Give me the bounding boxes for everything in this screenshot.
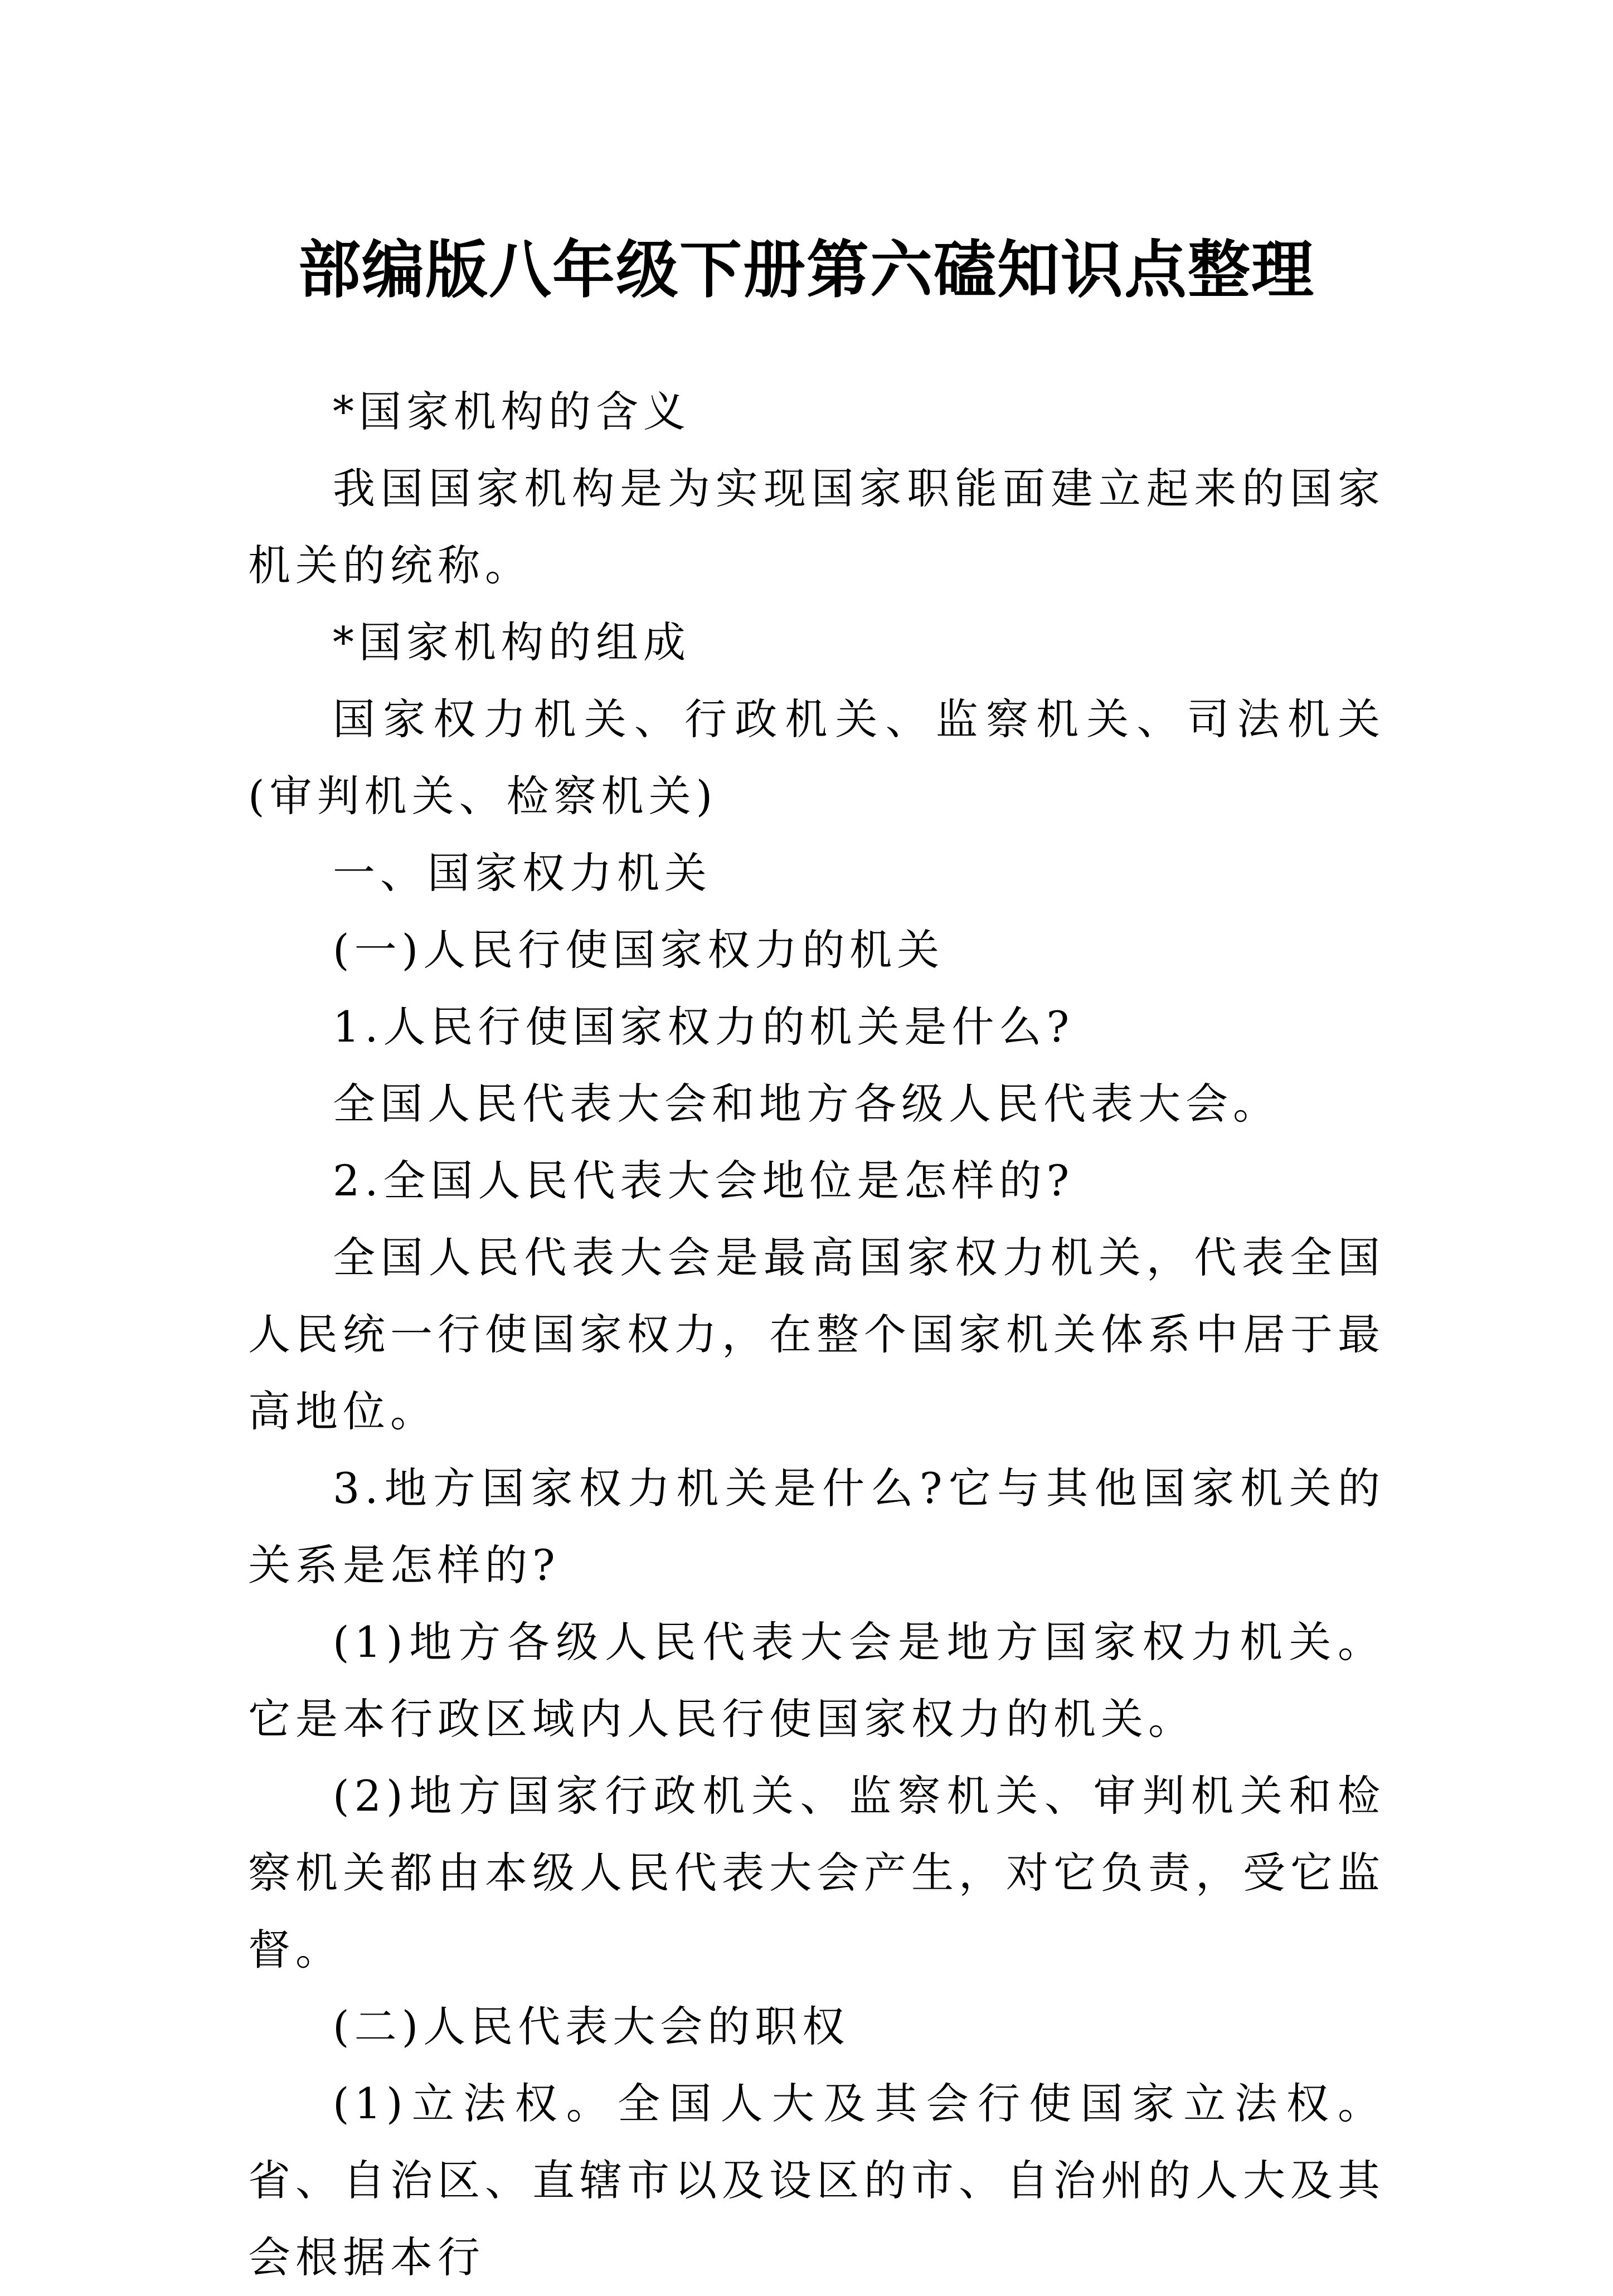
paragraph: 我国国家机构是为实现国家职能面建立起来的国家机关的统称。 bbox=[248, 464, 1385, 590]
paragraph: 国家权力机关、行政机关、监察机关、司法机关(审判机关、检察机关) bbox=[248, 694, 1385, 821]
subsection-heading: (一)人民行使国家权力的机关 bbox=[333, 925, 945, 975]
subsection-heading: (二)人民代表大会的职权 bbox=[333, 2002, 850, 2051]
document-title: 部编版八年级下册第六磕知识点整理 bbox=[298, 234, 1315, 307]
section-heading: 一、国家权力机关 bbox=[333, 848, 712, 898]
answer: 全国人民代表大会和地方各级人民代表大会。 bbox=[333, 1079, 1280, 1128]
question: 2.全国人民代表大会地位是怎样的? bbox=[333, 1156, 1075, 1205]
answer: 全国人民代表大会是最高国家权力机关，代表全国人民统一行使国家权力，在整个国家机关体系中居于最高地位。 bbox=[248, 1233, 1385, 1436]
answer: (2)地方国家行政机关、监察机关、审判机关和检察机关都由本级人民代表大会产生，对它负责，受它监督。 bbox=[248, 1771, 1385, 1974]
heading-composition: *国家机构的组成 bbox=[333, 617, 691, 667]
answer: (1)地方各级人民代表大会是地方国家权力机关。它是本行政区域内人民行使国家权力的机关。 bbox=[248, 1617, 1385, 1744]
question: 1.人民行使国家权力的机关是什么? bbox=[333, 1002, 1075, 1052]
question: 3.地方国家权力机关是什么?它与其他国家机关的关系是怎样的? bbox=[248, 1463, 1385, 1590]
document-body bbox=[248, 373, 1385, 2296]
heading-definition: *国家机构的含义 bbox=[333, 387, 691, 436]
paragraph: (1)立法权。全国人大及其会行使国家立法权。省、自治区、直辖市以及设区的市、自治州的人大及其会根据本行 bbox=[248, 2079, 1385, 2282]
